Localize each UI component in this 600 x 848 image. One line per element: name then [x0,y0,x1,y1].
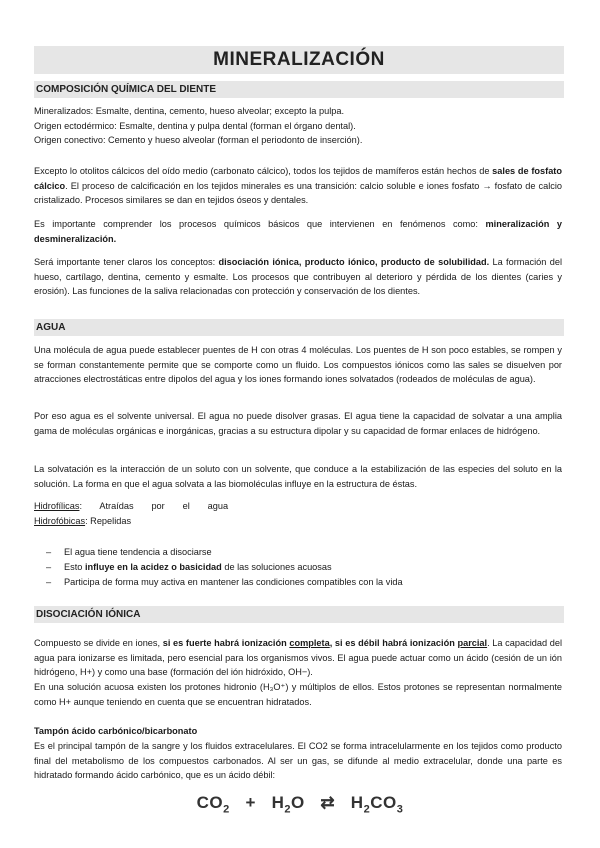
text: Será importante tener claros los conceptos: [34,257,219,267]
paragraph-agua-puentes: Una molécula de agua puede establecer puentes de H con otras 4 moléculas. Los puentes de H son poco estables, se rompen y se forman constantemente permite que se comporte como un fluido. Los compuestos iónicos como las sales se disuelven por atracciones electrostáticas entre dipolos del agua y los iones formando iones solvatados (rodeados de moléculas de agua). [34,345,562,384]
page-title: MINERALIZACIÓN [213,49,385,70]
chemical-equation [0,793,600,815]
text: CO [196,793,224,812]
plus-sign: + [245,793,256,812]
text: Esto [64,562,85,572]
agua-bullet-list [34,545,562,590]
hidrofobicas-line [34,514,562,529]
text: de las soluciones acuosas [221,562,332,572]
list-item [34,560,562,575]
equilibrium-arrow-icon: ⇄ [320,793,336,812]
bold-text: si es fuerte habrá ionización [162,638,290,648]
paragraph-solvatacion: La solvatación es la interacción de un soluto con un solvente, que conduce a la estabilización de las especies del soluto en la solución. La forma en que el agua solvata a las biomoléculas influye en la estructura de éstas. [34,464,562,489]
term: Hidrofílicas [34,501,80,511]
section-heading-agua: AGUA [34,319,564,336]
text: Participa de forma muy activa en mantener las condiciones compatibles con la vida [64,577,403,587]
bold-text: , si es débil habrá ionización [329,638,458,648]
subscript: 3 [396,803,404,816]
definition: : Atraídas por el agua [79,501,229,511]
text: Es importante comprender los procesos químicos básicos que intervienen en fenómenos como: [34,219,486,229]
line-ectodermico: Origen ectodérmico: Esmalte, dentina y pulpa dental (forman el órgano dental). [34,120,356,131]
text: O [290,793,305,812]
list-item [34,575,562,590]
text: CO [370,793,397,812]
text: La formación del hueso, cartílago, dentina, cemento y esmalte. Los procesos que contribuyen al deterioro y pérdida de los dientes (caries y erosión). Las funciones de la saliva relacionadas con protección y conservación de los dientes. [34,257,562,296]
text: El agua tiene tendencia a disociarse [64,547,212,557]
paragraph-solvente: Por eso agua es el solvente universal. El agua no puede disolver grasas. El agua tiene la capacidad de solvatar a una amplia gama de moléculas orgánicas e inorgánicas, gracias a su estructura dipolar y su capacidad de formar enlaces de hidrógeno. [34,411,562,436]
mineralizados-lines [34,104,562,148]
term: Hidrofóbicas [34,515,86,526]
text: . El proceso de calcificación en los tejidos minerales es una transición: calcio soluble e iones fosfato → fosfato de calcio cristalizado. Procesos similares se dan en tejidos óseos y dentales. [34,180,562,205]
paragraph-hidronio: En una solución acuosa existen los protones hidronio (H₃O⁺) y múltiplos de ellos. Estos protones se representan normalmente como H+ aunque teniendo en cuenta que se encuentran hidratados. [34,682,562,707]
subscript: 2 [363,803,371,816]
text: Excepto lo otolitos cálcicos del oído medio (carbonato cálcico), todos los tejidos de mamíferos están hechos de [34,166,493,176]
bold-text: influye en la acidez o basicidad [84,562,222,572]
subscript: 2 [284,803,291,816]
title-bar [34,46,564,74]
text: Compuesto se divide en iones, [34,638,163,648]
hidrofilicas-hidrofobicas [34,499,562,528]
hidrofilicas-line [34,499,562,514]
list-item [34,545,562,560]
bold-text: disociación iónica, producto iónico, producto de solubilidad. [218,257,490,267]
text: H [350,793,364,812]
paragraph-tampon: Es el principal tampón de la sangre y los fluidos extracelulares. El CO2 se forma intracelularmente en los tejidos como producto final del metabolismo de los compuestos carbonados. Al ser un gas, se difunde al medio extracelular, donde una parte es hidratado formando ácido carbónico, que es un ácido débil: [34,741,562,780]
text: H [271,793,285,812]
bold-underlined-text: completa [289,638,330,648]
bold-text: mineralización y desmineralización. [34,219,562,244]
text: . La capacidad del agua para ionizarse es limitada, pero esencial para los organismos vivos. El agua puede actuar como un ácido (cesión de un ión hidrógeno, H+) y como una base (formación del ión hidróxido, OH−). [34,638,562,677]
tampon-heading: Tampón ácido carbónico/bicarbonato [34,726,198,736]
line-mineralizados: Mineralizados: Esmalte, dentina, cemento, hueso alveolar; excepto la pulpa. [34,106,345,116]
definition: : Repelidas [85,515,132,526]
section-heading-disociacion: DISOCIACIÓN IÓNICA [34,606,564,623]
bold-underlined-text: parcial [457,638,488,648]
paragraph-procesos [34,217,562,246]
paragraph-conceptos [34,255,562,299]
line-conectivo: Origen conectivo: Cemento y hueso alveolar (forman el periodonto de inserción). [34,135,363,145]
section-heading-composicion: COMPOSICIÓN QUÍMICA DEL DIENTE [34,81,564,98]
subscript: 2 [223,803,230,816]
paragraph-otolitos [34,164,562,208]
paragraph-disociacion [34,636,562,680]
bold-text: sales de fosfato cálcico [34,166,562,191]
